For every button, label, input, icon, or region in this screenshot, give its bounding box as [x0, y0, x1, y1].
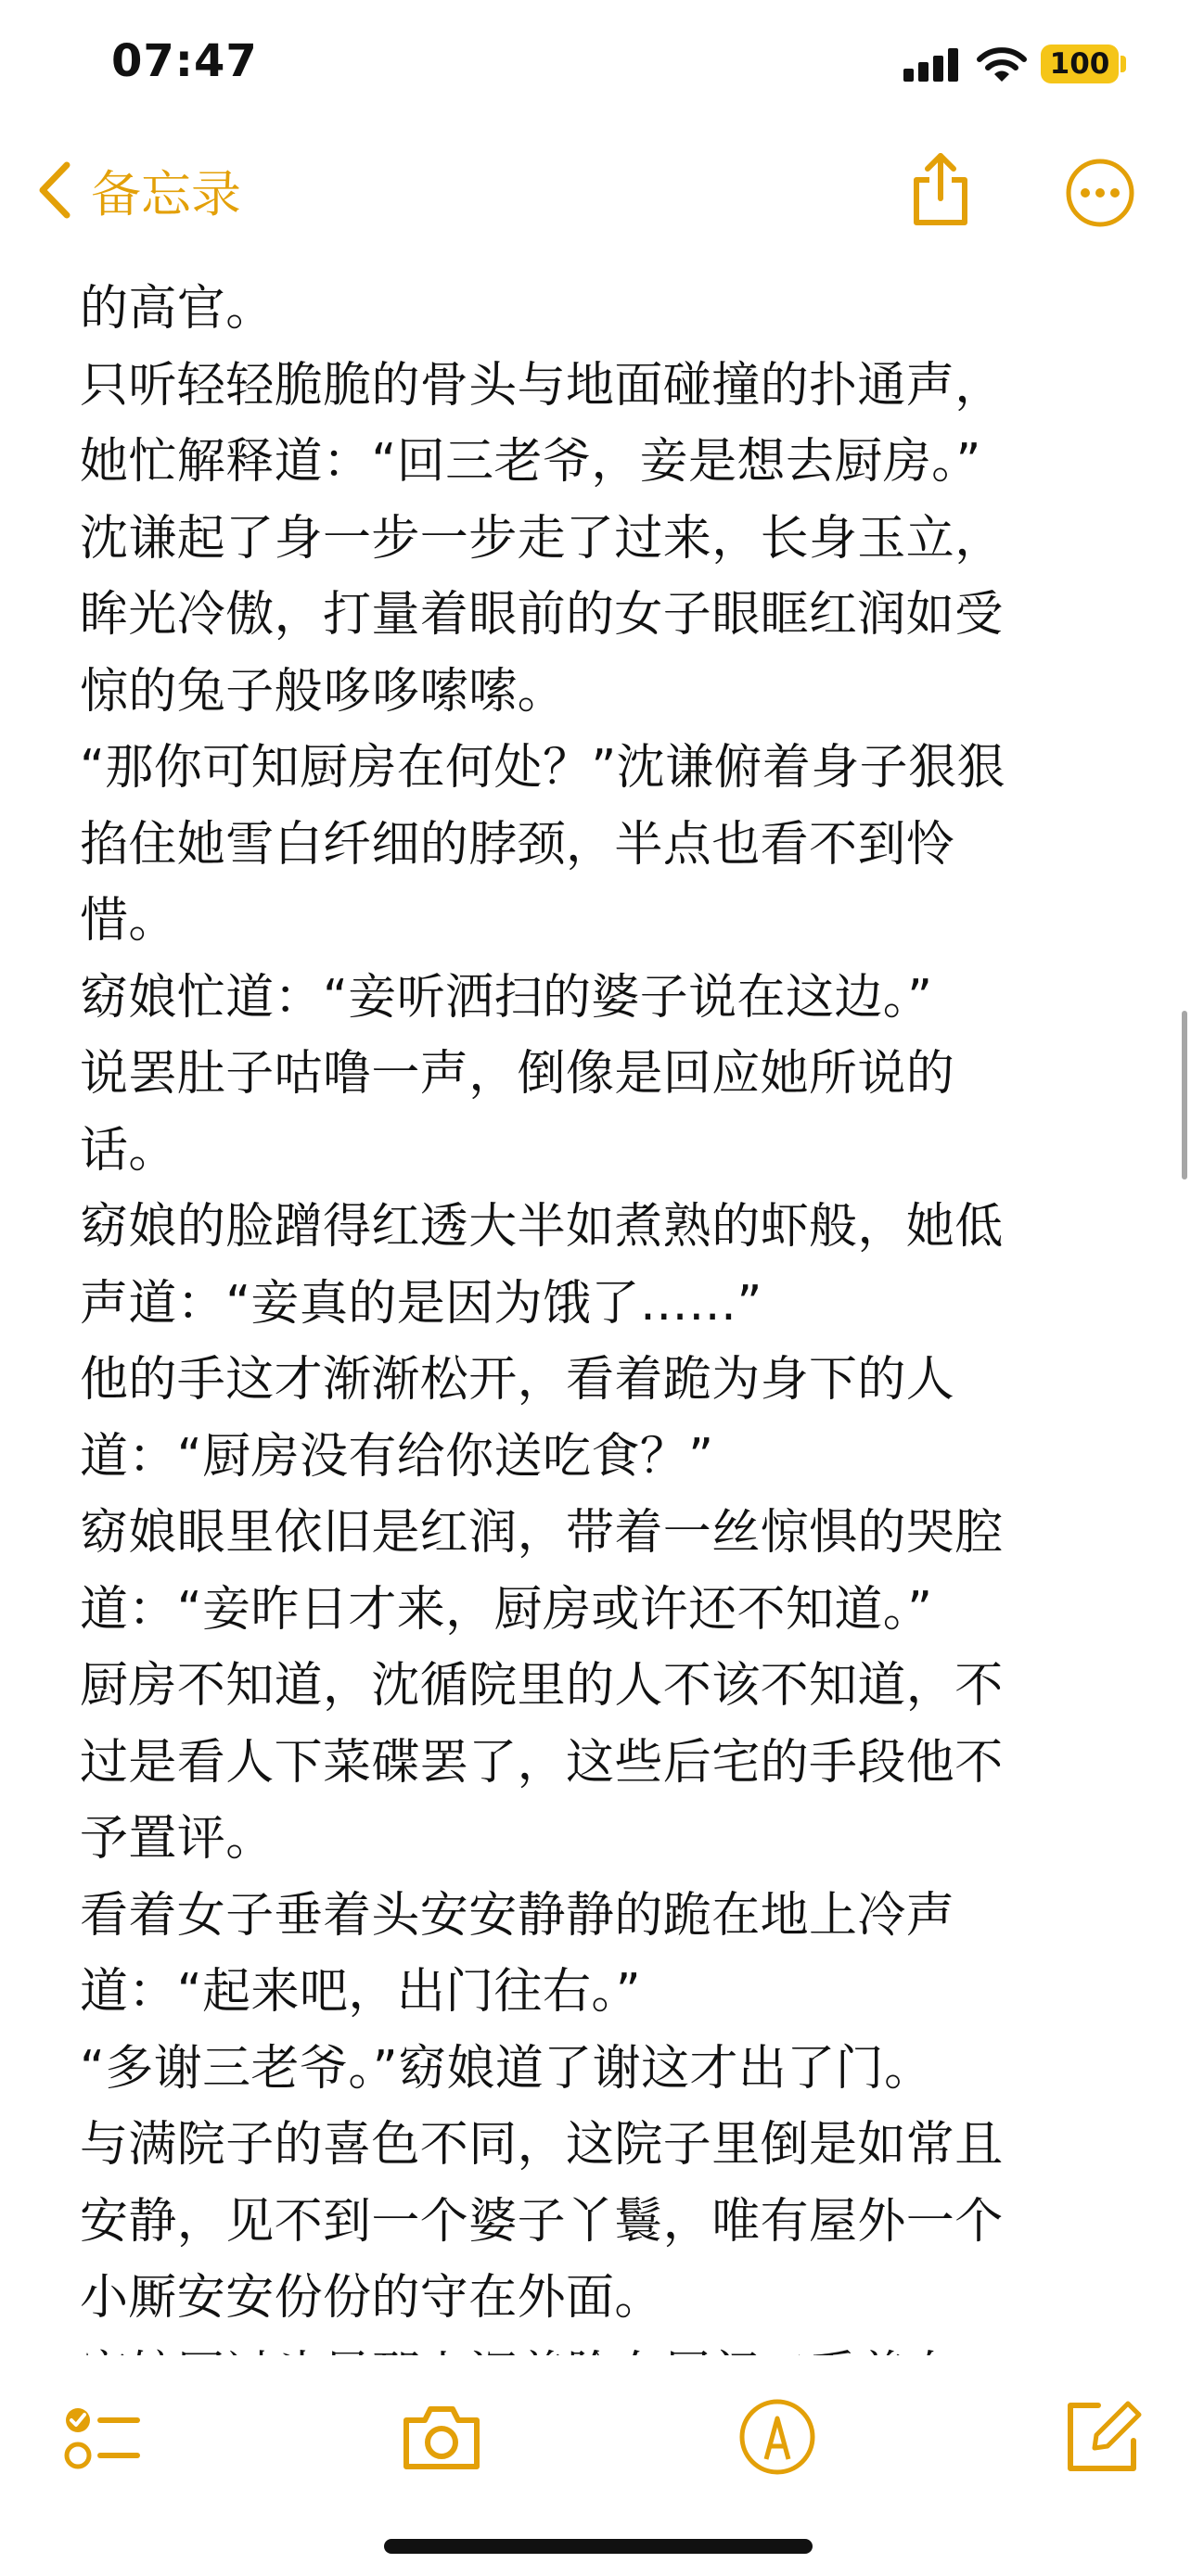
scroll-indicator	[1182, 1011, 1187, 1180]
battery-icon	[1041, 45, 1119, 83]
compose-icon[interactable]	[1057, 2392, 1146, 2481]
battery-level: 100	[1049, 47, 1110, 81]
note-line: 道：“厨房没有给你送吃食？”	[80, 1428, 714, 1485]
markup-icon[interactable]	[733, 2392, 822, 2481]
note-line: 窈娘眼里依旧是红润，带着一丝惊惧的哭腔	[80, 1505, 1004, 1561]
back-button[interactable]	[33, 158, 241, 223]
note-line: 惜。	[80, 893, 177, 949]
more-icon[interactable]	[1065, 158, 1135, 228]
note-line: 看着女子垂着头安安静静的跪在地上冷声	[80, 1887, 955, 1944]
note-line: 他的手这才渐渐松开，看着跪为身下的人	[80, 1352, 955, 1408]
back-label: 备忘录	[91, 164, 241, 223]
note-line: 只听轻轻脆脆的骨头与地面碰撞的扑通声，	[80, 357, 1004, 414]
note-line: 窈娘忙道：“妾听洒扫的婆子说在这边。”	[80, 969, 933, 1026]
note-line: 惊的兔子般哆哆嗦嗦。	[80, 663, 567, 720]
note-line: 掐住她雪白纤细的脖颈，半点也看不到怜	[80, 816, 955, 873]
note-line: 厨房不知道，沈循院里的人不该不知道，不	[80, 1658, 1004, 1714]
share-icon[interactable]	[909, 150, 972, 228]
note-line: 窈娘的脸蹭得红透大半如煮熟的虾般，她低	[80, 1199, 1004, 1255]
note-line: 她忙解释道：“回三老爷，妾是想去厨房。”	[80, 434, 981, 490]
note-line: 的高官。	[80, 281, 275, 337]
note-body[interactable]	[80, 271, 1128, 2413]
note-line: 声道：“妾真的是因为饿了……”	[80, 1275, 762, 1332]
note-line: 沈谦起了身一步一步走了过来，长身玉立，	[80, 510, 1004, 567]
note-line: 道：“起来吧，出门往右。”	[80, 1964, 642, 2020]
note-line: 安静，见不到一个婆子丫鬟，唯有屋外一个	[80, 2193, 1004, 2250]
battery-nub	[1121, 56, 1126, 72]
note-line: “多谢三老爷。”窈娘道了谢这才出了门。	[80, 2040, 933, 2097]
checklist-icon[interactable]	[56, 2392, 145, 2481]
note-line: “那你可知厨房在何处？”沈谦俯着身子狠狠	[80, 740, 1005, 796]
note-line: 眸光冷傲，打量着眼前的女子眼眶红润如受	[80, 587, 1004, 643]
note-line: 过是看人下菜碟罢了，这些后宅的手段他不	[80, 1734, 1004, 1791]
status-time: 07:47	[111, 35, 258, 87]
cellular-signal-icon	[903, 48, 959, 82]
chevron-left-icon	[33, 159, 74, 221]
nav-bar	[0, 130, 1191, 250]
note-line: 小厮安安份份的守在外面。	[80, 2270, 663, 2326]
wifi-icon	[976, 46, 1028, 83]
note-line: 说罢肚子咕噜一声，倒像是回应她所说的	[80, 1046, 955, 1102]
note-line: 话。	[80, 1122, 177, 1179]
note-line: 与满院子的喜色不同，这院子里倒是如常且	[80, 2117, 1004, 2173]
home-indicator	[384, 2539, 813, 2554]
camera-icon[interactable]	[397, 2392, 486, 2481]
note-line: 予置评。	[80, 1811, 275, 1867]
status-bar	[0, 0, 1191, 130]
note-line: 道：“妾昨日才来，厨房或许还不知道。”	[80, 1581, 933, 1638]
